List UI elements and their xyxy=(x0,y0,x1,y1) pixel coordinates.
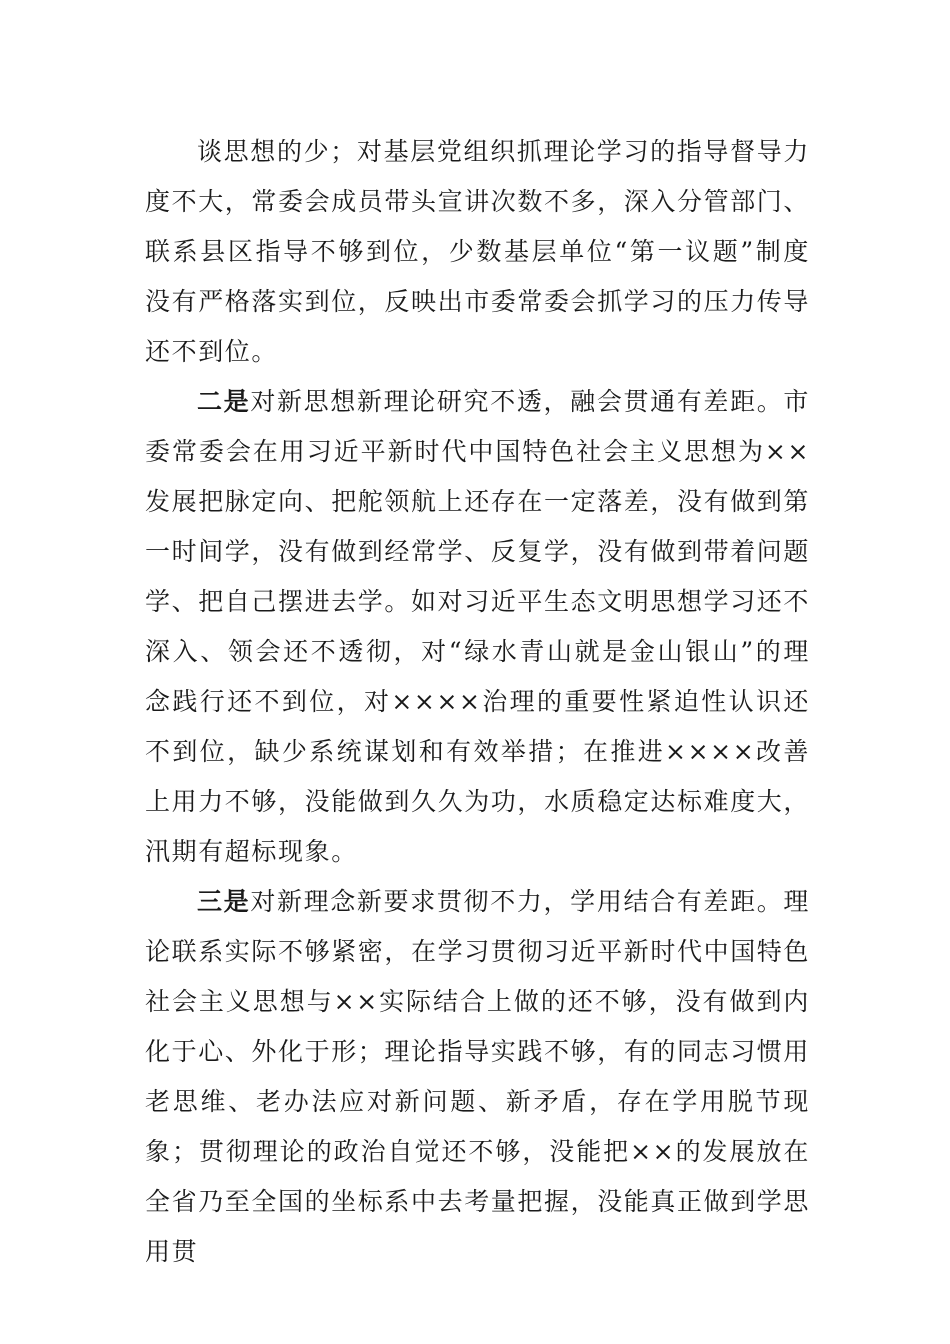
paragraph-text: 对新理念新要求贯彻不力，学用结合有差距。理论联系实际不够紧密，在学习贯彻习近平新时代中国特色社会主义思想与××实际结合上做的还不够，没有做到内化于心、外化于形；理论指导实践不够，有的同志习惯用老思维、老办法应对新问题、新矛盾，存在学用脱节现象；贯彻理论的政治自觉还不够，没能把××的发展放在全省乃至全国的坐标系中去考量把握，没能真正做到学思用贯 xyxy=(145,887,811,1266)
paragraph-continued xyxy=(145,127,810,377)
paragraph-third-point xyxy=(145,877,810,1277)
paragraph-text: 对新思想新理论研究不透，融会贯通有差距。市委常委会在用习近平新时代中国特色社会主义思想为××发展把脉定向、把舵领航上还存在一定落差，没有做到第一时间学，没有做到经常学、反复学，没有做到带着问题学、把自己摆进去学。如对习近平生态文明思想学习还不深入、领会还不透彻，对“绿水青山就是金山银山”的理念践行还不到位，对××××治理的重要性紧迫性认识还不到位，缺少系统谋划和有效举措；在推进××××改善上用力不够，没能做到久久为功，水质稳定达标难度大，汛期有超标现象。 xyxy=(145,387,811,866)
paragraph-second-point xyxy=(145,377,810,877)
paragraph-lead-label: 三是 xyxy=(197,887,251,916)
paragraph-text: 谈思想的少；对基层党组织抓理论学习的指导督导力度不大，常委会成员带头宣讲次数不多，深入分管部门、联系县区指导不够到位，少数基层单位“第一议题”制度没有严格落实到位，反映出市委常委会抓学习的压力传导还不到位。 xyxy=(145,137,811,366)
paragraph-lead-label: 二是 xyxy=(197,387,251,416)
document-body xyxy=(145,127,810,1277)
